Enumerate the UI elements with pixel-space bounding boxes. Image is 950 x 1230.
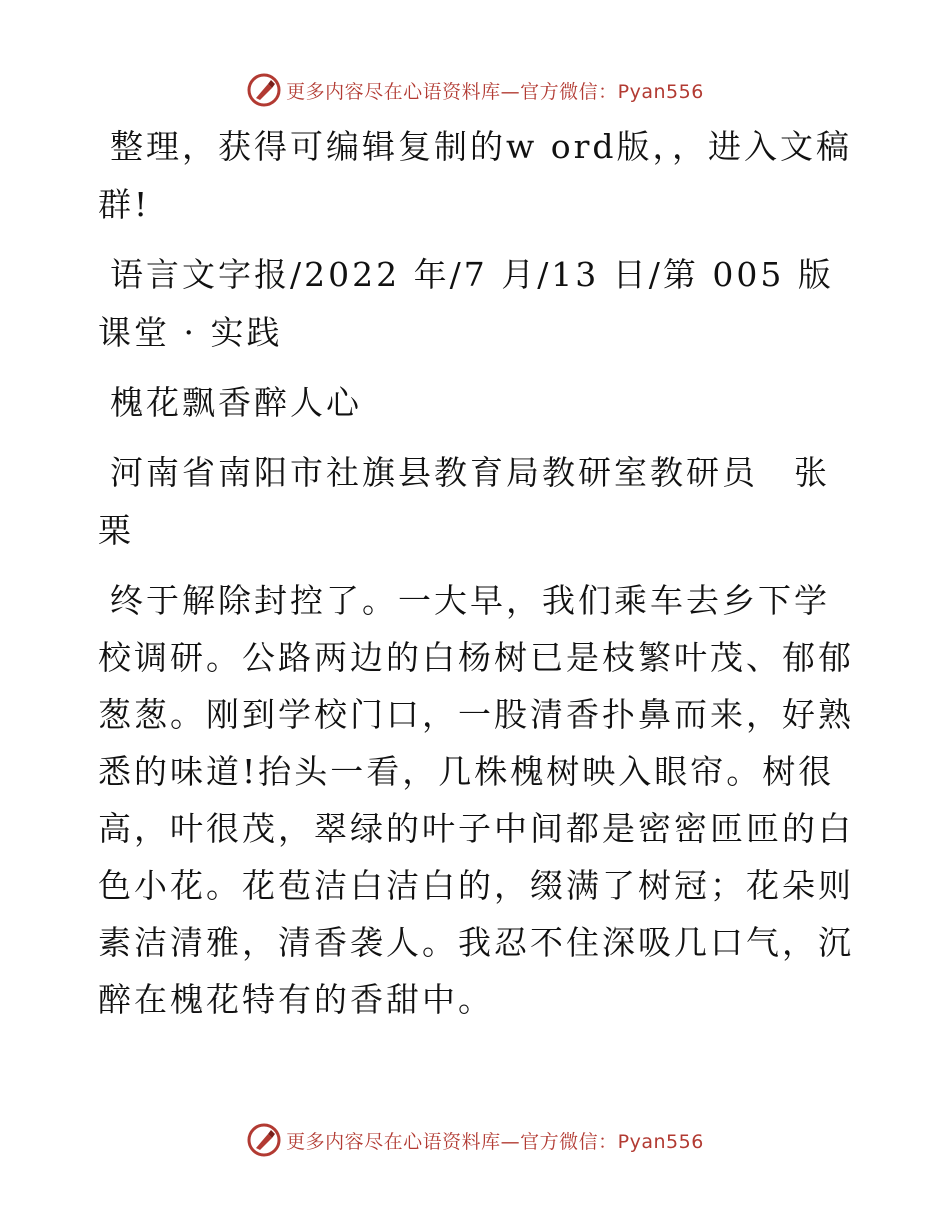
pen-logo-icon [246,72,282,108]
header-banner-text: 更多内容尽在心语资料库—官方微信：Pyan556 [286,80,704,103]
document-body [98,118,858,1040]
author-line: 河南省南阳市社旗县教育局教研室教研员 张栗 [98,453,830,550]
header-banner [0,72,950,108]
source-line: 语言文字报/2022 年/7 月/13 日/第 005 版课堂 · 实践 [98,255,834,352]
body-paragraph: 终于解除封控了。一大早，我们乘车去乡下学校调研。公路两边的白杨树已是枝繁叶茂、郁郁葱葱。刚到学校门口，一股清香扑鼻而来，好熟悉的味道!抬头一看，几株槐树映入眼帘。树很高，叶很茂，翠绿的叶子中间都是密密匝匝的白色小花。花苞洁白洁白的，缀满了树冠；花朵则素洁清雅，清香袭人。我忍不住深吸几口气，沉醉在槐花特有的香甜中。 [98,581,854,1019]
pen-logo-icon [246,1122,282,1158]
intro-paragraph: 整理，获得可编辑复制的w ord版，，进入文稿群! [98,127,853,224]
article-title: 槐花飘香醉人心 [110,383,362,422]
footer-banner [0,1122,950,1158]
footer-banner-text: 更多内容尽在心语资料库—官方微信：Pyan556 [286,1130,704,1153]
